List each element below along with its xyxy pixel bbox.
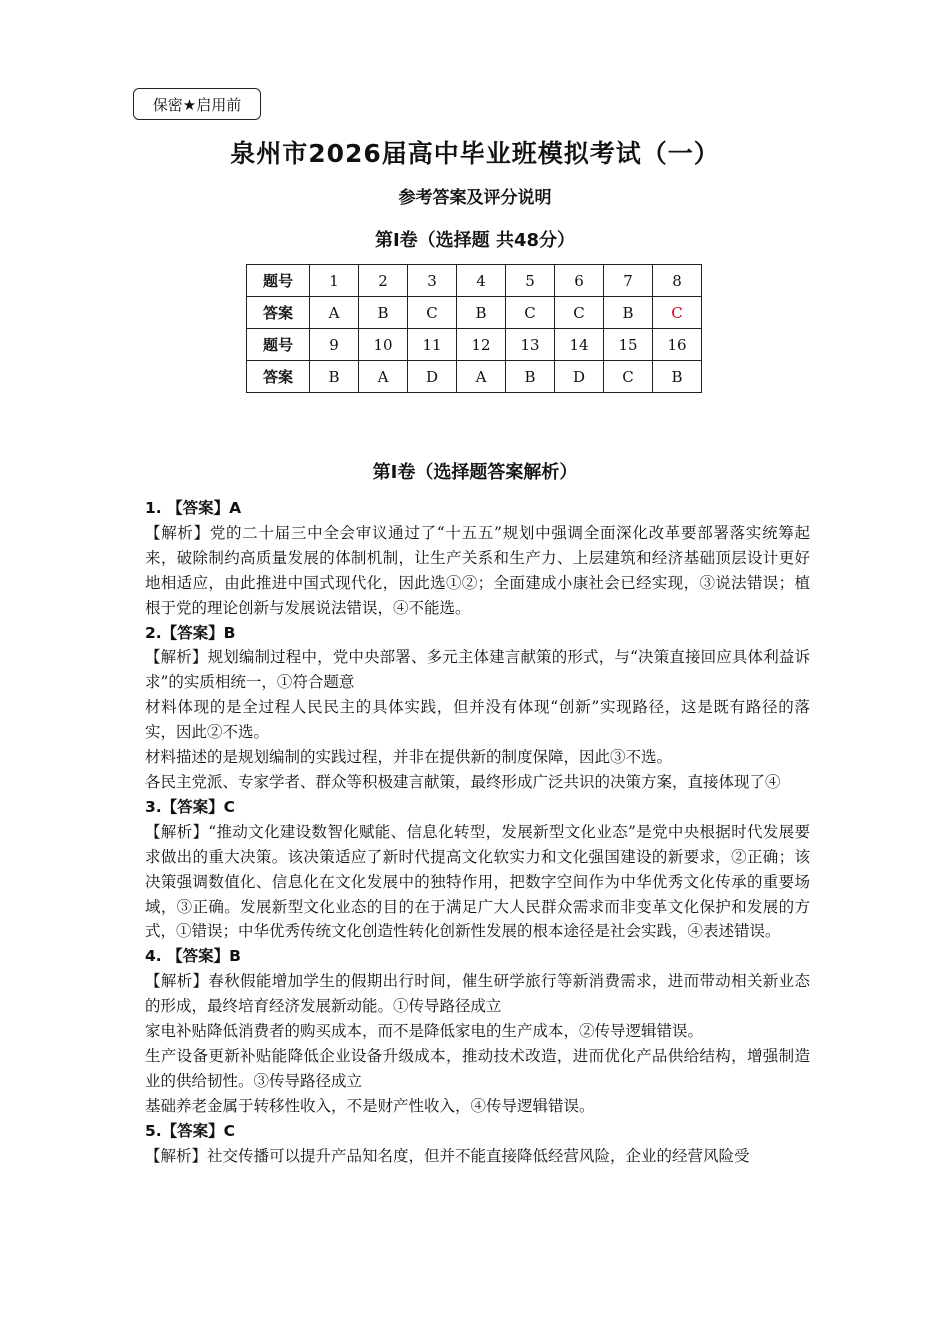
question-number: 3 [408, 265, 457, 297]
table-row [247, 329, 702, 361]
question-number: 11 [408, 329, 457, 361]
question-number: 14 [555, 329, 604, 361]
answer-cell: A [310, 297, 359, 329]
answer-cell: C [555, 297, 604, 329]
table-row [247, 361, 702, 393]
page-subtitle: 参考答案及评分说明 [398, 188, 552, 208]
question-2-heading: 2.【答案】B [145, 623, 236, 642]
question-5-heading: 5.【答案】C [145, 1121, 236, 1140]
question-number: 16 [653, 329, 702, 361]
answer-cell: B [653, 361, 702, 393]
question-number: 7 [604, 265, 653, 297]
question-number: 12 [457, 329, 506, 361]
question-4-analysis: 家电补贴降低消费者的购买成本，而不是降低家电的生产成本，②传导逻辑错误。 [145, 1022, 704, 1041]
question-3-heading: 3.【答案】C [145, 797, 236, 816]
row-label-question: 题号 [247, 265, 310, 297]
question-3-analysis: 【解析】“推动文化建设数智化赋能、信息化转型，发展新型文化业态”是党中央根据时代发展要求做出的重大决策。该决策适应了新时代提高文化软实力和文化强国建设的新要求，②正确；该决策强调数值化、信息化在文化发展中的独特作用，把数字空间作为中华优秀文化传承的重要场域，③正确。发展新型文化业态的目的在于满足广大人民群众需求而非变革文化保护和发展的方式，①错误；中华优秀传统文化创造性转化创新性发展的根本途径是社会实践，④表述错误。 [145, 822, 810, 941]
question-number: 4 [457, 265, 506, 297]
question-4-analysis: 生产设备更新补贴能降低企业设备升级成本，推动技术改造，进而优化产品供给结构，增强制造业的供给韧性。③传导路径成立 [145, 1046, 810, 1090]
answer-table [246, 264, 702, 393]
question-number: 9 [310, 329, 359, 361]
answer-cell: B [457, 297, 506, 329]
answer-cell: A [457, 361, 506, 393]
table-row [247, 265, 702, 297]
answer-cell: B [506, 361, 555, 393]
question-4-analysis: 【解析】春秋假能增加学生的假期出行时间，催生研学旅行等新消费需求，进而带动相关新业态的形成，最终培育经济发展新动能。①传导路径成立 [145, 972, 810, 1016]
question-2-analysis: 【解析】规划编制过程中，党中央部署、多元主体建言献策的形式，与“决策直接回应具体利益诉求”的实质相统一，①符合题意 [145, 648, 810, 692]
answer-cell: C [408, 297, 457, 329]
question-1-analysis: 【解析】党的二十届三中全会审议通过了“十五五”规划中强调全面深化改革要部署落实统筹起来，破除制约高质量发展的体制机制，让生产关系和生产力、上层建筑和经济基础顶层设计更好地相适应，由此推进中国式现代化，因此选①②；全面建成小康社会已经实现，③说法错误；植根于党的理论创新与发展说法错误，④不能选。 [145, 523, 810, 617]
question-4-analysis: 基础养老金属于转移性收入，不是财产性收入，④传导逻辑错误。 [145, 1096, 595, 1115]
question-2-analysis: 材料描述的是规划编制的实践过程，并非在提供新的制度保障，因此③不选。 [145, 748, 673, 767]
answer-cell: A [359, 361, 408, 393]
answer-cell: B [604, 297, 653, 329]
question-1-heading: 1. 【答案】A [145, 499, 242, 517]
question-4-heading: 4. 【答案】B [145, 947, 241, 966]
question-number: 8 [653, 265, 702, 297]
answer-cell-highlighted: C [653, 297, 702, 329]
question-2-analysis: 各民主党派、专家学者、群众等积极建言献策，最终形成广泛共识的决策方案，直接体现了④ [145, 772, 781, 791]
question-number: 13 [506, 329, 555, 361]
table-row [247, 297, 702, 329]
answer-cell: C [604, 361, 653, 393]
row-label-answer: 答案 [247, 297, 310, 329]
confidential-label: 保密★启用前 [133, 88, 261, 120]
question-5-analysis: 【解析】社交传播可以提升产品知名度，但并不能直接降低经营风险，企业的经营风险受 [145, 1146, 750, 1165]
row-label-answer: 答案 [247, 361, 310, 393]
question-number: 1 [310, 265, 359, 297]
question-number: 15 [604, 329, 653, 361]
answer-cell: B [359, 297, 408, 329]
page-title: 泉州市2026届高中毕业班模拟考试（一） [230, 139, 720, 168]
row-label-question: 题号 [247, 329, 310, 361]
answer-cell: C [506, 297, 555, 329]
answer-cell: B [310, 361, 359, 393]
answer-cell: D [555, 361, 604, 393]
section-heading-choice: 第Ⅰ卷（选择题 共48分） [374, 230, 575, 251]
answer-cell: D [408, 361, 457, 393]
analysis-content [145, 496, 810, 1168]
question-number: 10 [359, 329, 408, 361]
question-number: 2 [359, 265, 408, 297]
question-2-analysis: 材料体现的是全过程人民民主的具体实践，但并没有体现“创新”实现路径，这是既有路径的落实，因此②不选。 [145, 698, 810, 742]
question-number: 5 [506, 265, 555, 297]
section-heading-analysis: 第Ⅰ卷（选择题答案解析） [372, 462, 578, 483]
question-number: 6 [555, 265, 604, 297]
